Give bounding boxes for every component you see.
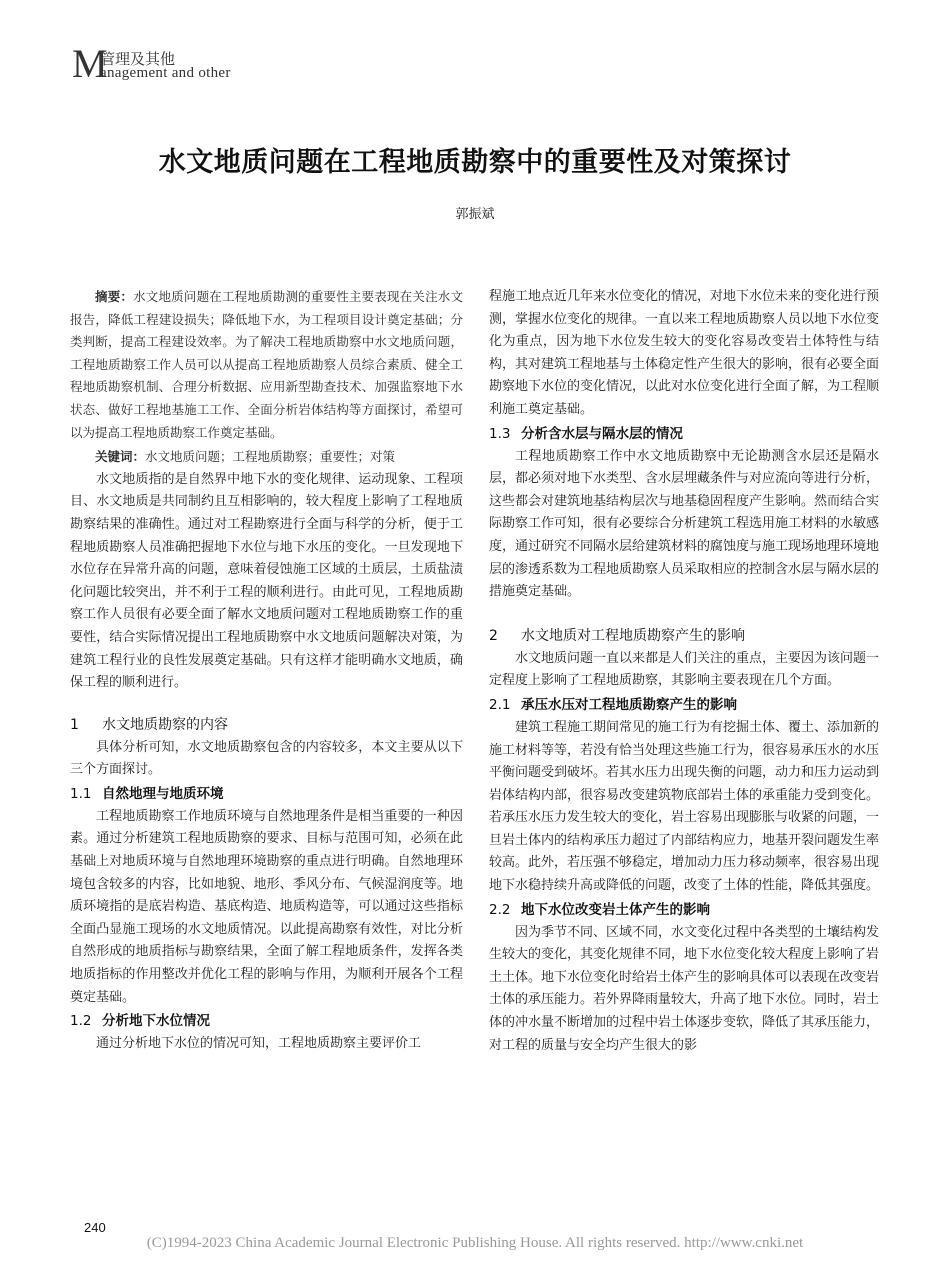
section-name-cn: 管理及其他 [100,50,176,68]
keywords [70,446,463,469]
section-1-2-text-continued: 程施工地点近几年来水位变化的情况，对地下水位未来的变化进行预测，掌握水位变化的规律。一直以来工程地质勘察人员以地下水位变化为重点，因为地下水位发生较大的变化容易改变岩土体特性与结构，其对建筑工程地基与土体稳定性产生很大的影响，很有必要全面勘察地下水位的变化情况，以此对水位变化进行全面了解，为工程顺利施工奠定基础。 [489,289,880,417]
heading-text: 分析地下水位情况 [102,1013,210,1030]
intro-paragraph: 水文地质指的是自然界中地下水的变化规律、运动现象、工程项目、水文地质是共同制约且互相影响的，较大程度上影响了工程地质勘察结果的准确性。通过对工程勘察进行全面与科学的分析，便于工程地质勘察人员准确把握地下水位与地下水压的变化。一旦发现地下水位存在异常升高的问题，意味着侵蚀施工区域的土质层，土质盐渍化问题比较突出，并不利于工程的顺利进行。由此可见，工程地质勘察工作人员很有必要全面了解水文地质问题对工程地质勘察工作的重要性，结合实际情况提出工程地质勘察中水文地质问题解决对策，为建筑工程行业的良性发展奠定基础。只有这样才能明确水文地质，确保工程的顺利进行。 [70,471,463,691]
heading-2-2 [489,898,879,922]
heading-number: 1.2 [70,1013,92,1030]
section-2-2-text: 因为季节不同、区域不同，水文变化过程中各类型的土壤结构发生较大的变化，其变化规律不同，地下水位变化较大程度上影响了岩土土体。地下水位变化时给岩土体产生的影响具体可以表现在改变岩土体的承压能力。若外界降雨量较大，升高了地下水位。同时，岩土体的冲水量不断增加的过程中岩土体逐步变软，降低了其承压能力，对工程的质量与安全均产生很大的影 [489,924,880,1053]
heading-number: 2.2 [489,901,511,918]
abstract-text: 水文地质问题在工程地质勘测的重要性主要表现在关注水文报告，降低工程建设损失；降低地下水，为工程项目设计奠定基础；分类判断，提高工程建设效率。为了解决工程地质勘察中水文地质问题，工程地质勘察工作人员可以从提高工程地质勘察人员综合素质、健全工程地质勘察机制、合理分析数据、应用新型勘查技术、加强监察地下水状态、做好工程地基施工工作、全面分析岩体结构等方面探讨，希望可以为提高工程地质勘察工作奠定基础。 [70,289,463,440]
heading-section-1 [70,713,463,737]
heading-2-1 [489,693,879,717]
abstract-label: 摘要： [95,289,134,304]
copyright-notice: (C)1994-2023 China Academic Journal Electronic Publishing House. All rights reserved. http://www.cnki.net [146,1235,804,1251]
heading-text: 水文地质对工程地质勘察产生的影响 [521,627,745,644]
section-1-1-text: 工程地质勘察工作地质环境与自然地理条件是相当重要的一种因素。通过分析建筑工程地质勘察的要求、目标与范围可知，必须在此基础上对地质环境与自然地理环境勘察的重点进行明确。自然地理环境包含较多的内容，比如地貌、地形、季风分布、气候湿润度等。地质环境指的是底岩构造、基底构造、地质构造等，可以通过这些指标全面凸显施工现场的水文地质情况。以此提高勘察有效性，对比分析自然形成的地质指标与勘察结果，全面了解工程地质条件，发挥各类地质指标的作用整改并优化工程的影响与作用，为顺利开展各个工程奠定基础。 [70,808,463,1005]
section-1-2-text-start: 通过分析地下水位的情况可知，工程地质勘察主要评价工 [96,1036,422,1052]
page-number: 240 [84,1220,106,1235]
heading-section-2 [489,624,879,648]
section-2-intro: 水文地质问题一直以来都是人们关注的重点，主要因为该问题一定程度上影响了工程地质勘察，其影响主要表现在几个方面。 [489,650,880,689]
heading-text: 承压水压对工程地质勘察产生的影响 [521,696,737,713]
heading-number: 2.1 [489,696,511,713]
right-column [489,286,879,1057]
heading-1-3 [489,422,879,446]
abstract [70,286,463,444]
heading-number: 1.3 [489,425,511,442]
section-header [72,41,272,86]
article-title: 水文地质问题在工程地质勘察中的重要性及对策探讨 [158,147,792,178]
section-1-3-text: 工程地质勘察工作中水文地质勘察中无论勘测含水层还是隔水层，都必须对地下水类型、含水层埋藏条件与对应流向等进行分析，这些都会对建筑地基结构层次与地基稳固程度产生影响。然而结合实际勘察工作可知，很有必要综合分析建筑工程选用施工材料的水敏感度，通过研究不同隔水层给建筑材料的腐蚀度与施工现场地理环境地层的渗透系数为工程地质勘察人员采取相应的控制含水层与隔水层的措施奠定基础。 [489,448,880,600]
keywords-text: 水文地质问题；工程地质勘察；重要性；对策 [145,449,396,465]
section-name-en: anagement and other [100,65,231,81]
heading-text: 分析含水层与隔水层的情况 [521,425,683,442]
heading-1-1 [70,782,463,806]
heading-number: 1.1 [70,785,92,802]
heading-1-2 [70,1009,463,1033]
heading-text: 水文地质勘察的内容 [102,716,228,733]
left-column [70,286,463,1056]
section-1-intro: 具体分析可知，水文地质勘察包含的内容较多，本文主要从以下三个方面探讨。 [70,739,463,778]
heading-text: 地下水位改变岩土体产生的影响 [521,901,710,918]
article-author: 郭振斌 [455,207,495,222]
keywords-label: 关键词： [95,449,146,465]
heading-number: 1 [70,716,79,733]
section-initial: M [72,41,108,86]
heading-text: 自然地理与地质环境 [102,785,224,802]
section-2-1-text: 建筑工程施工期间常见的施工行为有挖掘土体、覆土、添加新的施工材料等等，若没有恰当处理这些施工行为，很容易承压水的水压平衡问题受到破坏。若其水压力出现失衡的问题，动力和压力运动到岩体结构内部，很容易改变建筑物底部岩土体的承重能力受到变化。若承压水压力发生较大的变化，岩土容易出现膨胀与收紧的问题，一旦岩土体内的结构承压力超过了内部结构应力，地基开裂问题发生率较高。此外，若压强不够稳定，增加动力压力移动频率，很容易出现地下水稳持续升高或降低的问题，改变了土体的性能，降低其强度。 [489,719,880,894]
heading-number: 2 [489,627,498,644]
